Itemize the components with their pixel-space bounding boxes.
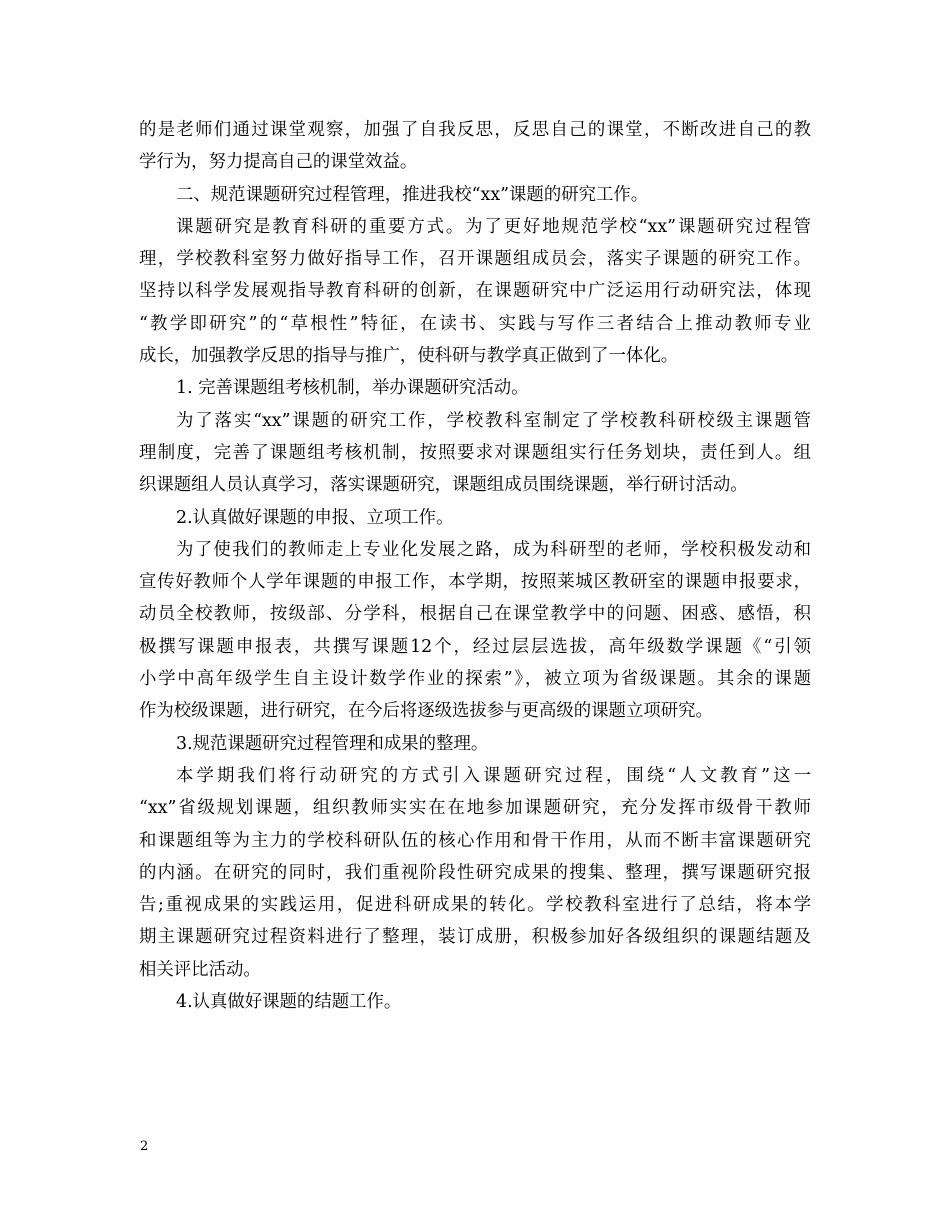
document-body xyxy=(139,114,811,1018)
text-line: 理制度，完善了课题组考核机制，按照要求对课题组实行任务划块，责任到人。组 xyxy=(139,442,811,463)
text-line: 和课题组等为主力的学校科研队伍的核心作用和骨干作用，从而不断丰富课题研究 xyxy=(139,830,811,851)
text-line: “教学即研究”的“草根性”特征，在读书、实践与写作三者结合上推动教师专业 xyxy=(139,313,811,334)
text-line: 的是老师们通过课堂观察，加强了自我反思，反思自己的课堂，不断改进自己的教 xyxy=(139,120,811,140)
text-line: 的内涵。在研究的同时，我们重视阶段性研究成果的搜集、整理，撰写课题研究报 xyxy=(139,862,811,883)
text-line: 动员全校教师，按级部、分学科，根据自己在课堂教学中的问题、困惑、感悟，积 xyxy=(139,604,811,625)
text-line: 相关评比活动。 xyxy=(139,959,261,980)
text-line: 宣传好教师个人学年课题的申报工作，本学期，按照莱城区教研室的课题申报要求， xyxy=(139,572,811,593)
text-line: 理，学校教科室努力做好指导工作，召开课题组成员会，落实子课题的研究工作。 xyxy=(139,249,811,270)
text-line: 坚持以科学发展观指导教育科研的创新，在课题研究中广泛运用行动研究法，体现 xyxy=(139,281,811,302)
text-line: 极撰写课题申报表，共撰写课题12个，经过层层选拔，高年级数学课题《“引领 xyxy=(139,636,811,657)
text-line: 本学期我们将行动研究的方式引入课题研究过程，围绕“人文教育”这一 xyxy=(176,765,811,786)
page-number: 2 xyxy=(140,1139,149,1154)
text-line: 织课题组人员认真学习，落实课题研究，课题组成员围绕课题，举行研讨活动。 xyxy=(139,475,748,496)
subsection-heading: 2.认真做好课题的申报、立项工作。 xyxy=(176,507,454,528)
text-line: 为了落实“xx”课题的研究工作，学校教科室制定了学校教科研校级主课题管 xyxy=(176,410,811,431)
text-line: 期主课题研究过程资料进行了整理，装订成册，积极参加好各级组织的课题结题及 xyxy=(139,927,811,948)
subsection-heading: 4.认真做好课题的结题工作。 xyxy=(176,992,402,1013)
section-heading: 二、规范课题研究过程管理，推进我校“xx”课题的研究工作。 xyxy=(176,184,649,205)
text-line: 为了使我们的教师走上专业化发展之路，成为科研型的老师，学校积极发动和 xyxy=(176,539,811,560)
text-line: 小学中高年级学生自主设计数学作业的探索”》，被立项为省级课题。其余的课题 xyxy=(139,669,811,690)
text-line: 课题研究是教育科研的重要方式。为了更好地规范学校“xx”课题研究过程管 xyxy=(176,216,811,237)
subsection-heading: 1. 完善课题组考核机制，举办课题研究活动。 xyxy=(176,378,529,399)
text-line: 告;重视成果的实践运用，促进科研成果的转化。学校教科室进行了总结，将本学 xyxy=(139,895,811,916)
text-line: 成长，加强教学反思的指导与推广，使科研与教学真正做到了一体化。 xyxy=(139,346,679,367)
text-line: 学行为，努力提高自己的课堂效益。 xyxy=(139,152,418,173)
text-line: 作为校级课题，进行研究，在今后将逐级选拔参与更高级的课题立项研究。 xyxy=(139,701,713,722)
subsection-heading: 3.规范课题研究过程管理和成果的整理。 xyxy=(176,733,489,754)
text-line: “xx”省级规划课题，组织教师实实在在地参加课题研究，充分发挥市级骨干教师 xyxy=(139,798,811,819)
